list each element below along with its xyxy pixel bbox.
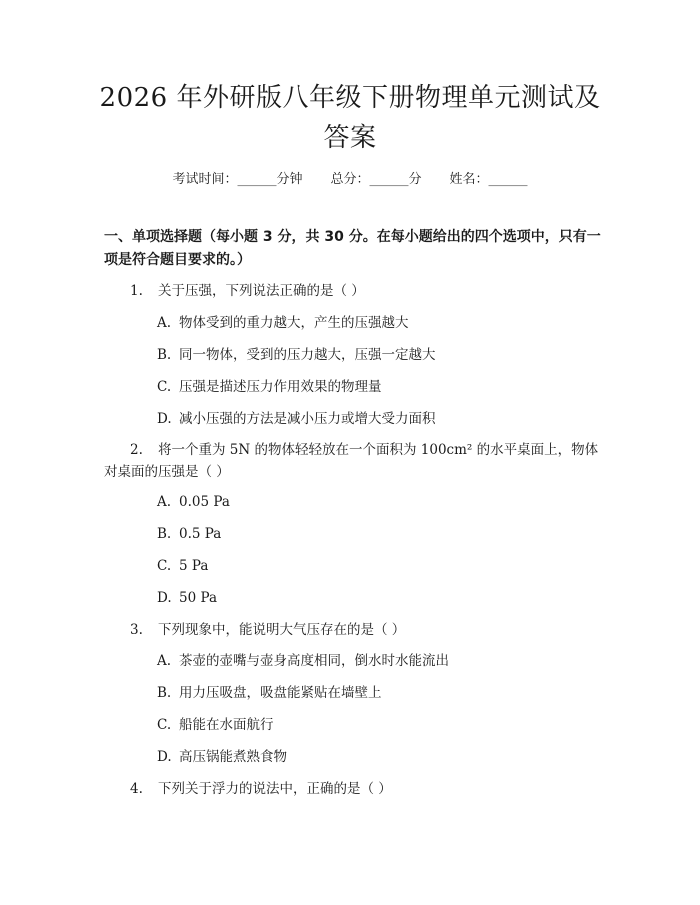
question-2-option-d	[157, 588, 597, 608]
page-title: 2026 年外研版八年级下册物理单元测试及答案	[99, 83, 601, 153]
option-letter: D.	[157, 749, 172, 765]
question-3-option-a	[157, 651, 597, 671]
question-3-option-c	[157, 715, 597, 735]
question-3-option-b	[157, 683, 597, 703]
question-2-option-c	[157, 556, 597, 576]
question-1-option-d	[157, 409, 597, 429]
question-stem: 下列现象中，能说明大气压存在的是（ ）	[158, 622, 406, 638]
option-letter: A.	[157, 315, 172, 331]
exam-time-label: 考试时间：______分钟	[172, 172, 303, 187]
question-1-option-b	[157, 345, 597, 365]
option-letter: D.	[157, 590, 172, 606]
option-text: 同一物体，受到的压力越大，压强一定越大	[179, 347, 436, 363]
option-letter: A.	[157, 653, 172, 669]
section-heading: 一、单项选择题（每小题 3 分，共 30 分。在每小题给出的四个选项中，只有一项是符合题目要求的。）	[104, 229, 601, 268]
option-text: 0.5 Pa	[179, 526, 222, 542]
option-letter: C.	[157, 717, 172, 733]
question-3	[104, 619, 604, 641]
question-stem: 下列关于浮力的说法中，正确的是（ ）	[158, 781, 392, 797]
option-letter: B.	[157, 526, 172, 542]
question-3-option-d	[157, 747, 597, 767]
question-number: 2.	[130, 442, 143, 458]
option-letter: A.	[157, 494, 172, 510]
option-text: 茶壶的壶嘴与壶身高度相同，倒水时水能流出	[179, 653, 449, 669]
question-1	[104, 280, 604, 302]
option-text: 0.05 Pa	[179, 494, 230, 510]
question-stem: 将一个重为 5N 的物体轻轻放在一个面积为 100cm² 的水平桌面上，物体对桌面的压强是（ ）	[104, 442, 599, 480]
question-1-option-c	[157, 377, 597, 397]
question-4	[104, 778, 604, 800]
option-text: 压强是描述压力作用效果的物理量	[179, 379, 382, 395]
option-text: 5 Pa	[179, 558, 209, 574]
exam-meta	[0, 168, 700, 187]
question-number: 4.	[130, 781, 143, 797]
option-letter: B.	[157, 685, 172, 701]
option-text: 物体受到的重力越大，产生的压强越大	[179, 315, 409, 331]
question-stem: 关于压强，下列说法正确的是（ ）	[158, 283, 365, 299]
option-letter: D.	[157, 411, 172, 427]
question-number: 3.	[130, 622, 143, 638]
question-2-option-b	[157, 524, 597, 544]
option-text: 高压锅能煮熟食物	[179, 749, 287, 765]
question-number: 1.	[130, 283, 143, 299]
option-text: 减小压强的方法是减小压力或增大受力面积	[179, 411, 436, 427]
question-2-option-a	[157, 492, 597, 512]
option-letter: C.	[157, 379, 172, 395]
option-letter: B.	[157, 347, 172, 363]
option-text: 50 Pa	[179, 590, 217, 606]
student-name-label: 姓名：______	[449, 172, 528, 187]
option-letter: C.	[157, 558, 172, 574]
option-text: 船能在水面航行	[179, 717, 274, 733]
question-1-option-a	[157, 313, 597, 333]
option-text: 用力压吸盘，吸盘能紧贴在墙壁上	[179, 685, 382, 701]
question-2	[104, 439, 604, 483]
total-score-label: 总分：______分	[330, 172, 422, 187]
